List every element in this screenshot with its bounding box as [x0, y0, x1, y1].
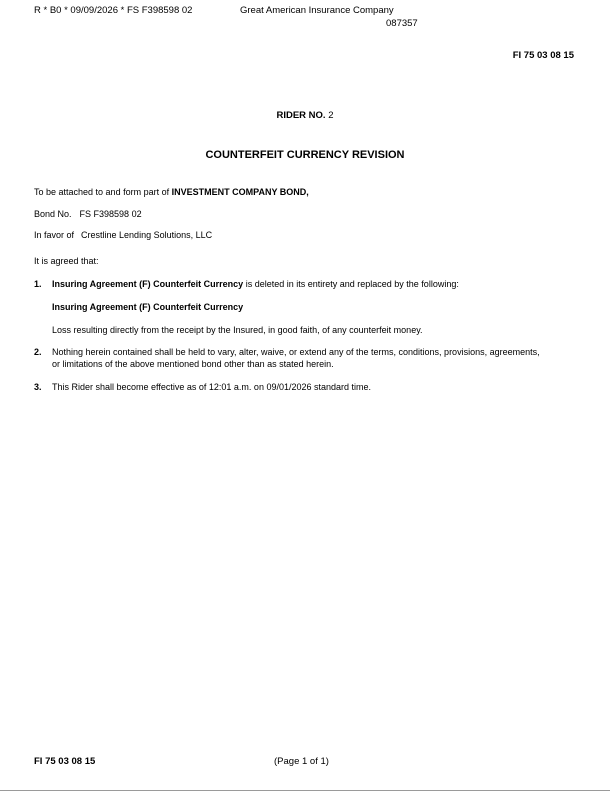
form-number-top: FI 75 03 08 15	[512, 50, 574, 61]
document-title: COUNTERFEIT CURRENCY REVISION	[205, 149, 405, 161]
rider-label: RIDER NO.	[276, 110, 326, 121]
attachment-statement	[34, 187, 309, 199]
item-text: Nothing herein contained shall be held to vary, alter, waive, or extend any of the terms, conditions, provisions, agreements, or limitations of the above mentioned bond other than as stated herein.	[52, 347, 540, 369]
page-indicator: (Page 1 of 1)	[274, 756, 329, 767]
in-favor-of-row	[34, 230, 212, 242]
attachment-prefix: To be attached to and form part of	[34, 187, 170, 197]
company-name: Great American Insurance Company	[240, 5, 394, 16]
bond-number-value: FS F398598 02	[79, 209, 142, 219]
form-number-bottom: FI 75 03 08 15	[34, 756, 96, 767]
bond-number-label: Bond No.	[34, 209, 72, 219]
insured-name: Crestline Lending Solutions, LLC	[81, 230, 213, 240]
page-bottom-divider	[0, 790, 610, 791]
header-reference-line: R * B0 * 09/09/2026 * FS F398598 02	[34, 5, 193, 16]
item-number: 1.	[34, 279, 42, 289]
item-text: This Rider shall become effective as of 12:01 a.m. on 09/01/2026 standard time.	[52, 382, 372, 392]
in-favor-of-label: In favor of	[34, 230, 75, 240]
agency-code: 087357	[386, 18, 418, 29]
item-number: 2.	[34, 347, 42, 357]
rider-number-value: 2	[328, 110, 334, 121]
bond-number-row	[34, 209, 142, 221]
item-body-text: is deleted in its entirety and replaced by the following:	[245, 279, 459, 289]
replacement-heading: Insuring Agreement (F) Counterfeit Currency	[52, 302, 244, 312]
item-number: 3.	[34, 382, 42, 392]
replacement-body: Loss resulting directly from the receipt by the Insured, in good faith, of any counterfeit money.	[52, 325, 423, 335]
bond-type: INVESTMENT COMPANY BOND,	[171, 187, 309, 197]
agreement-intro: It is agreed that:	[34, 256, 99, 266]
item-bold-text: Insuring Agreement (F) Counterfeit Currency	[52, 279, 244, 289]
rider-number	[0, 110, 610, 122]
item-text	[52, 279, 562, 291]
